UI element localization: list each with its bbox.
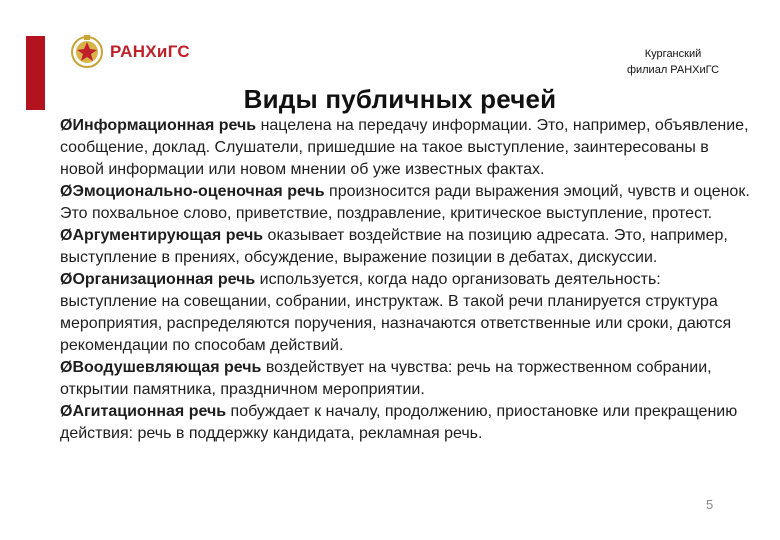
- item-text: произносится ради выражения эмоций, чувств и оценок. Это похвальное слово, приветствие, поздравление, критическое выступление, протест.: [60, 183, 750, 222]
- page-number: 5: [706, 497, 714, 512]
- branch-label: [608, 46, 738, 78]
- item-text: воздействует на чувства: речь на торжественном собрании, открытии памятника, праздничном мероприятии.: [60, 359, 712, 398]
- arrow-bullet-icon: Ø: [60, 227, 73, 244]
- item-term: Воодушевляющая речь: [72, 359, 262, 376]
- arrow-bullet-icon: Ø: [60, 271, 73, 288]
- item-text: оказывает воздействие на позицию адресата. Это, например, выступление в прениях, обсуждение, выражение позиции в дебатах, дискуссии.: [60, 227, 728, 266]
- list-item: [60, 115, 750, 181]
- arrow-bullet-icon: Ø: [60, 359, 73, 376]
- branch-line-1: Курганский: [644, 48, 702, 60]
- list-item: [60, 181, 750, 225]
- slide-title: Виды публичных речей: [243, 84, 557, 114]
- list-item: [60, 401, 750, 445]
- list-item: [60, 357, 750, 401]
- arrow-bullet-icon: Ø: [60, 403, 73, 420]
- list-item: [60, 225, 750, 269]
- item-term: Агитационная речь: [72, 403, 227, 420]
- logo-text: РАНХиГС: [110, 42, 190, 61]
- logo: [70, 32, 190, 72]
- arrow-bullet-icon: Ø: [60, 183, 73, 200]
- item-term: Информационная речь: [72, 117, 257, 134]
- item-text: побуждает к началу, продолжению, приостановке или прекращению действия: речь в поддержку кандидата, рекламная речь.: [60, 403, 738, 442]
- item-text: нацелена на передачу информации. Это, например, объявление, сообщение, доклад. Слушатели, пришедшие на такое выступление, заинтересованы в новой информации или новом мнении об уже известных фактах.: [60, 117, 749, 178]
- item-term: Организационная речь: [72, 271, 256, 288]
- item-text: используется, когда надо организовать деятельность: выступление на совещании, собрании, инструктаж. В такой речи планируется структура мероприятия, распределяются поручения, назначаются ответственные или сроки, даются рекомендации по способам действий.: [60, 271, 732, 354]
- speech-types-list: [60, 115, 750, 445]
- list-item: [60, 269, 750, 357]
- item-term: Аргументирующая речь: [72, 227, 264, 244]
- item-term: Эмоционально-оценочная речь: [72, 183, 325, 200]
- ranepa-emblem-icon: [70, 33, 104, 71]
- branch-line-2: филиал РАНХиГС: [626, 64, 720, 76]
- arrow-bullet-icon: Ø: [60, 117, 73, 134]
